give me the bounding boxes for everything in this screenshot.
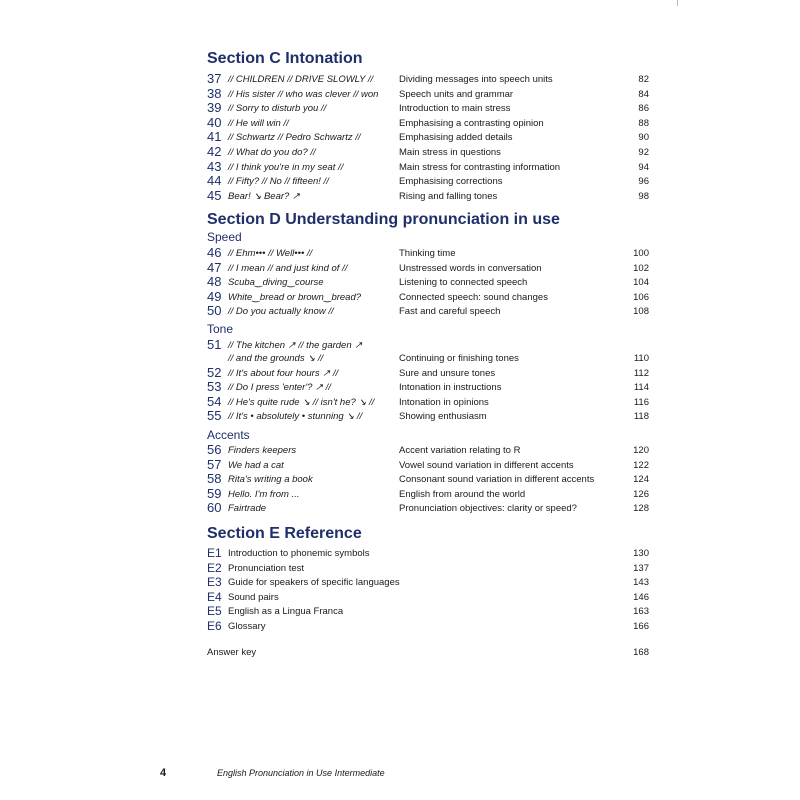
toc-entry bbox=[0, 146, 800, 161]
toc-entry bbox=[0, 288, 800, 306]
entry-example: // It's • absolutely • stunning ↘ // bbox=[228, 411, 363, 423]
toc-entry bbox=[0, 485, 800, 503]
answer-key-page: 168 bbox=[633, 647, 649, 658]
entry-number: 38 bbox=[207, 85, 222, 101]
entry-description: Accent variation relating to R bbox=[399, 445, 521, 456]
toc-entry bbox=[0, 410, 800, 425]
entry-page: 88 bbox=[638, 117, 649, 129]
entry-example: // I mean // and just kind of // bbox=[228, 262, 348, 274]
section-c-heading: Section C Intonation bbox=[207, 50, 363, 67]
entry-title: Guide for speakers of specific languages bbox=[228, 577, 400, 589]
entry-page: 112 bbox=[633, 367, 649, 379]
entry-page: 124 bbox=[633, 474, 649, 486]
toc-entry bbox=[0, 456, 800, 474]
toc-entry bbox=[0, 259, 800, 277]
entry-page: 110 bbox=[633, 353, 649, 364]
entry-example: // CHILDREN // DRIVE SLOWLY // bbox=[228, 74, 374, 85]
entry-number: 46 bbox=[207, 245, 222, 260]
entry-page: 100 bbox=[633, 248, 649, 259]
entry-number: 54 bbox=[207, 393, 222, 409]
entry-page: 120 bbox=[633, 445, 649, 456]
entry-example: // I think you're in my seat // bbox=[228, 161, 344, 173]
entry-description: Showing enthusiasm bbox=[399, 411, 487, 423]
entry-description: Intonation in instructions bbox=[399, 382, 502, 394]
entry-page: 82 bbox=[638, 74, 649, 85]
entry-example: Hello. I'm from ... bbox=[228, 488, 300, 500]
entry-number: 59 bbox=[207, 485, 222, 501]
entry-number: 50 bbox=[207, 303, 222, 319]
entry-page: 116 bbox=[633, 396, 649, 408]
entry-description: Emphasising added details bbox=[399, 132, 513, 144]
toc-entry bbox=[0, 591, 800, 606]
entry-page: 143 bbox=[633, 577, 649, 589]
entry-description: Emphasising a contrasting opinion bbox=[399, 117, 544, 129]
entry-page: 118 bbox=[633, 411, 649, 423]
speed-subheading: Speed bbox=[207, 230, 242, 244]
toc-entry bbox=[0, 562, 800, 577]
entry-description: English from around the world bbox=[399, 488, 526, 500]
toc-entry bbox=[0, 576, 800, 591]
tone-subheading: Tone bbox=[207, 322, 234, 336]
entry-example: // Ehm••• // Well••• // bbox=[228, 248, 313, 259]
entry-page: 146 bbox=[633, 591, 649, 603]
entry-number: 53 bbox=[207, 379, 222, 395]
toc-entry bbox=[0, 102, 800, 117]
entry-page: 108 bbox=[633, 306, 649, 318]
toc-entry bbox=[0, 187, 800, 205]
entry-page: 114 bbox=[633, 382, 649, 394]
entry-title: Pronunciation test bbox=[228, 562, 305, 574]
entry-example: // Do I press 'enter'? ↗ // bbox=[228, 382, 331, 394]
entry-description: Dividing messages into speech units bbox=[399, 74, 553, 85]
entry-example: // and the grounds ↘ // bbox=[228, 353, 324, 364]
accents-subheading: Accents bbox=[207, 428, 250, 442]
toc-entry bbox=[0, 114, 800, 132]
entry-number: 48 bbox=[207, 274, 222, 290]
entry-example: Scuba‿diving‿course bbox=[228, 277, 324, 289]
entry-number: E4 bbox=[207, 589, 222, 604]
entry-page: 166 bbox=[633, 621, 649, 632]
entry-description: Fast and careful speech bbox=[399, 306, 501, 318]
entry-title: English as a Lingua Franca bbox=[228, 606, 344, 618]
entry-description: Consonant sound variation in different accents bbox=[399, 474, 595, 486]
entry-description: Emphasising corrections bbox=[399, 176, 503, 188]
entry-number: 51 bbox=[207, 337, 222, 352]
entry-number: 58 bbox=[207, 471, 222, 487]
entry-example: We had a cat bbox=[228, 459, 284, 471]
entry-page: 94 bbox=[638, 161, 649, 173]
entry-example: // His sister // who was clever // won bbox=[228, 88, 379, 100]
entry-description: Introduction to main stress bbox=[399, 103, 511, 115]
toc-entry bbox=[0, 276, 800, 291]
toc-entry bbox=[0, 473, 800, 488]
entry-page: 98 bbox=[638, 190, 649, 202]
entry-number: 47 bbox=[207, 259, 222, 275]
entry-page: 163 bbox=[633, 606, 649, 618]
entry-page: 96 bbox=[638, 176, 649, 188]
entry-page: 106 bbox=[633, 291, 649, 303]
entry-example: // Schwartz // Pedro Schwartz // bbox=[228, 132, 361, 144]
entry-number: 52 bbox=[207, 364, 222, 380]
entry-number: 37 bbox=[207, 71, 222, 86]
entry-page: 104 bbox=[633, 277, 649, 289]
entry-number: E3 bbox=[207, 575, 222, 590]
toc-entry bbox=[0, 381, 800, 396]
toc-entry bbox=[0, 502, 800, 517]
footer-book-title: English Pronunciation in Use Intermediate bbox=[217, 768, 385, 778]
entry-number: 41 bbox=[207, 129, 222, 145]
entry-title: Introduction to phonemic symbols bbox=[228, 548, 370, 559]
entry-number: 55 bbox=[207, 408, 222, 424]
toc-entry bbox=[0, 605, 800, 620]
entry-description: Intonation in opinions bbox=[399, 396, 489, 408]
entry-description: Sure and unsure tones bbox=[399, 367, 496, 379]
entry-title: Sound pairs bbox=[228, 591, 279, 603]
entry-example: // He will win // bbox=[228, 117, 289, 129]
entry-description: Continuing or finishing tones bbox=[399, 353, 519, 364]
footer-page-number: 4 bbox=[160, 767, 167, 779]
section-e-heading: Section E Reference bbox=[207, 525, 362, 542]
entry-page: 126 bbox=[633, 488, 649, 500]
entry-number: E6 bbox=[207, 619, 222, 633]
entry-example: Fairtrade bbox=[228, 503, 267, 515]
toc-entry bbox=[0, 158, 800, 176]
entry-example: Rita's writing a book bbox=[228, 474, 313, 486]
entry-page: 84 bbox=[638, 88, 649, 100]
entry-number: E5 bbox=[207, 604, 222, 619]
entry-example: Finders keepers bbox=[228, 445, 297, 456]
entry-page: 90 bbox=[638, 132, 649, 144]
entry-description: Listening to connected speech bbox=[399, 277, 528, 289]
entry-description: Unstressed words in conversation bbox=[399, 262, 542, 274]
toc-entry bbox=[0, 393, 800, 411]
entry-example: // What do you do? // bbox=[228, 147, 316, 158]
entry-page: 92 bbox=[638, 147, 649, 158]
entry-number: E1 bbox=[207, 546, 222, 560]
toc-entry bbox=[0, 620, 800, 635]
entry-description: Vowel sound variation in different accents bbox=[399, 459, 574, 471]
entry-description: Pronunciation objectives: clarity or speed? bbox=[399, 503, 577, 515]
entry-example: // It's about four hours ↗ // bbox=[228, 367, 339, 379]
entry-example: // Fifty? // No // fifteen! // bbox=[228, 176, 329, 188]
entry-example: // The kitchen ↗ // the garden ↗ bbox=[228, 340, 363, 351]
entry-number: 42 bbox=[207, 144, 222, 159]
entry-page: 122 bbox=[633, 459, 649, 471]
entry-number: 56 bbox=[207, 442, 222, 457]
toc-entry bbox=[0, 85, 800, 103]
entry-page: 102 bbox=[633, 262, 649, 274]
entry-page: 130 bbox=[633, 548, 649, 559]
entry-number: 40 bbox=[207, 114, 222, 130]
entry-description: Thinking time bbox=[399, 248, 456, 259]
entry-title: Glossary bbox=[228, 621, 266, 632]
answer-key-label: Answer key bbox=[207, 647, 257, 658]
toc-entry bbox=[0, 305, 800, 320]
entry-number: 43 bbox=[207, 158, 222, 174]
entry-number: 39 bbox=[207, 100, 222, 116]
entry-example: Bear! ↘ Bear? ↗ bbox=[228, 190, 300, 202]
entry-number: 44 bbox=[207, 173, 222, 189]
entry-example: White‿bread or brown‿bread? bbox=[228, 291, 362, 303]
entry-page: 86 bbox=[638, 103, 649, 115]
toc-entry bbox=[0, 73, 800, 88]
toc-entry bbox=[0, 547, 800, 562]
entry-number: 60 bbox=[207, 500, 222, 516]
section-d-heading: Section D Understanding pronunciation in use bbox=[207, 211, 560, 228]
toc-entry bbox=[0, 364, 800, 382]
toc-entry bbox=[0, 175, 800, 190]
toc-entry bbox=[0, 247, 800, 262]
entry-number: 49 bbox=[207, 288, 222, 304]
entry-description: Main stress for contrasting information bbox=[399, 161, 561, 173]
entry-description: Main stress in questions bbox=[399, 147, 501, 158]
entry-example: // Sorry to disturb you // bbox=[228, 103, 327, 115]
entry-example: // Do you actually know // bbox=[228, 306, 334, 318]
entry-page: 137 bbox=[633, 562, 649, 574]
toc-entry bbox=[0, 131, 800, 146]
crop-mark bbox=[677, 0, 678, 6]
entry-description: Speech units and grammar bbox=[399, 88, 514, 100]
entry-number: E2 bbox=[207, 560, 222, 575]
entry-number: 45 bbox=[207, 187, 222, 203]
toc-entry bbox=[0, 352, 800, 367]
entry-description: Rising and falling tones bbox=[399, 190, 498, 202]
entry-description: Connected speech: sound changes bbox=[399, 291, 548, 303]
entry-page: 128 bbox=[633, 503, 649, 515]
toc-entry bbox=[0, 444, 800, 459]
entry-example: // He's quite rude ↘ // isn't he? ↘ // bbox=[228, 396, 375, 408]
answer-key-entry bbox=[0, 646, 800, 661]
entry-number: 57 bbox=[207, 456, 222, 472]
